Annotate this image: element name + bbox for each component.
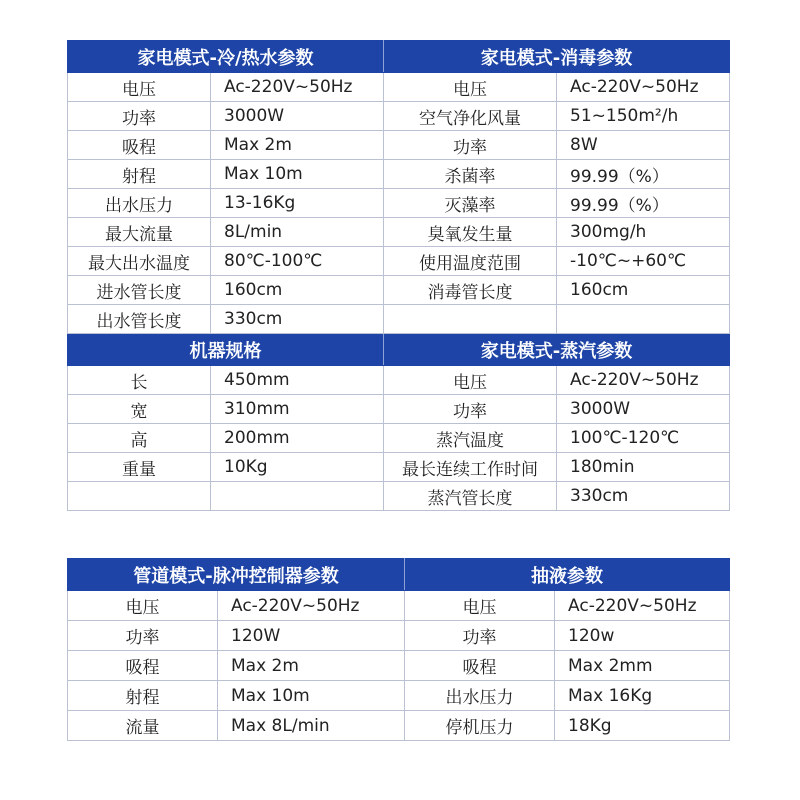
spec-label: 空气净化风量: [384, 102, 557, 131]
spec-value: 450mm: [211, 366, 384, 395]
spec-label: 最长连续工作时间: [384, 453, 557, 482]
spec-label: 功率: [68, 102, 211, 131]
table-row: [68, 102, 730, 131]
spec-label: 射程: [68, 681, 218, 711]
spec-label: 灭藻率: [384, 189, 557, 218]
spec-label: 蒸汽管长度: [384, 482, 557, 511]
header-cold-hot-water: 家电模式-冷/热水参数: [68, 41, 384, 73]
spec-value: [557, 305, 730, 334]
spec-value: 160cm: [557, 276, 730, 305]
spec-value: 200mm: [211, 424, 384, 453]
table-row: [68, 276, 730, 305]
table-row: [68, 73, 730, 102]
spec-table-pipeline-suction-body: [68, 559, 730, 741]
spec-label: 杀菌率: [384, 160, 557, 189]
table-row: [68, 621, 730, 651]
spec-value: 330cm: [557, 482, 730, 511]
spec-value: Max 8L/min: [218, 711, 405, 741]
spec-label: 出水管长度: [68, 305, 211, 334]
spec-value: 99.99（%）: [557, 189, 730, 218]
header-disinfection: 家电模式-消毒参数: [384, 41, 730, 73]
spec-label: 使用温度范围: [384, 247, 557, 276]
spec-value: Max 16Kg: [555, 681, 730, 711]
spec-label: [384, 305, 557, 334]
spec-label: 功率: [405, 621, 555, 651]
table-row: [68, 711, 730, 741]
spec-label: 电压: [384, 366, 557, 395]
spec-label: 臭氧发生量: [384, 218, 557, 247]
spec-value: 300mg/h: [557, 218, 730, 247]
table-row: [68, 395, 730, 424]
spec-label: 蒸汽温度: [384, 424, 557, 453]
spec-value: 80℃-100℃: [211, 247, 384, 276]
spec-label: 宽: [68, 395, 211, 424]
table-row: [68, 681, 730, 711]
table-row: [68, 305, 730, 334]
table-row: [68, 482, 730, 511]
spec-value: 18Kg: [555, 711, 730, 741]
spec-label: 射程: [68, 160, 211, 189]
spec-label: 重量: [68, 453, 211, 482]
spec-value: [211, 482, 384, 511]
spec-label: [68, 482, 211, 511]
spec-value: Ac-220V~50Hz: [218, 591, 405, 621]
spec-value: Ac-220V~50Hz: [211, 73, 384, 102]
spec-value: 13-16Kg: [211, 189, 384, 218]
spec-label: 消毒管长度: [384, 276, 557, 305]
table-row: [68, 453, 730, 482]
table-row: [68, 189, 730, 218]
table-row: [68, 651, 730, 681]
spec-value: 8L/min: [211, 218, 384, 247]
spec-value: 3000W: [211, 102, 384, 131]
spec-label: 长: [68, 366, 211, 395]
header-pipeline-pulse-controller: 管道模式-脉冲控制器参数: [68, 559, 405, 591]
header-steam: 家电模式-蒸汽参数: [384, 334, 730, 366]
spec-value: Ac-220V~50Hz: [555, 591, 730, 621]
spec-value: Max 10m: [211, 160, 384, 189]
table-row: [68, 218, 730, 247]
table-row: [68, 131, 730, 160]
spec-label: 最大出水温度: [68, 247, 211, 276]
spec-value: 330cm: [211, 305, 384, 334]
header-row: [68, 559, 730, 591]
spec-label: 功率: [384, 131, 557, 160]
spec-table-appliance-modes-body: [68, 41, 730, 511]
spec-label: 高: [68, 424, 211, 453]
spec-value: 100℃-120℃: [557, 424, 730, 453]
spec-label: 电压: [384, 73, 557, 102]
table-row: [68, 160, 730, 189]
spec-label: 流量: [68, 711, 218, 741]
table-row: [68, 424, 730, 453]
spec-value: 310mm: [211, 395, 384, 424]
spec-value: Max 2mm: [555, 651, 730, 681]
spec-value: Max 10m: [218, 681, 405, 711]
spec-label: 进水管长度: [68, 276, 211, 305]
spec-label: 出水压力: [405, 681, 555, 711]
spec-value: 160cm: [211, 276, 384, 305]
spec-label: 功率: [384, 395, 557, 424]
spec-value: 120w: [555, 621, 730, 651]
spec-value: 8W: [557, 131, 730, 160]
spec-value: 3000W: [557, 395, 730, 424]
header-machine-specs: 机器规格: [68, 334, 384, 366]
spec-label: 电压: [68, 73, 211, 102]
table-row: [68, 366, 730, 395]
spec-label: 出水压力: [68, 189, 211, 218]
spec-label: 电压: [68, 591, 218, 621]
spec-label: 吸程: [405, 651, 555, 681]
spec-value: Ac-220V~50Hz: [557, 73, 730, 102]
spec-label: 最大流量: [68, 218, 211, 247]
spec-value: -10℃~+60℃: [557, 247, 730, 276]
spec-label: 功率: [68, 621, 218, 651]
table-row: [68, 591, 730, 621]
header-suction: 抽液参数: [405, 559, 730, 591]
spec-value: 99.99（%）: [557, 160, 730, 189]
spec-value: Max 2m: [211, 131, 384, 160]
header-row: [68, 41, 730, 73]
spec-label: 电压: [405, 591, 555, 621]
spec-value: 51~150m²/h: [557, 102, 730, 131]
spec-label: 停机压力: [405, 711, 555, 741]
spec-value: Max 2m: [218, 651, 405, 681]
spec-table-pipeline-suction: [67, 558, 730, 741]
spec-value: 10Kg: [211, 453, 384, 482]
spec-value: 120W: [218, 621, 405, 651]
spec-value: Ac-220V~50Hz: [557, 366, 730, 395]
header-row: [68, 334, 730, 366]
spec-value: 180min: [557, 453, 730, 482]
spec-label: 吸程: [68, 651, 218, 681]
spec-label: 吸程: [68, 131, 211, 160]
table-row: [68, 247, 730, 276]
spec-table-appliance-modes: [67, 40, 730, 511]
